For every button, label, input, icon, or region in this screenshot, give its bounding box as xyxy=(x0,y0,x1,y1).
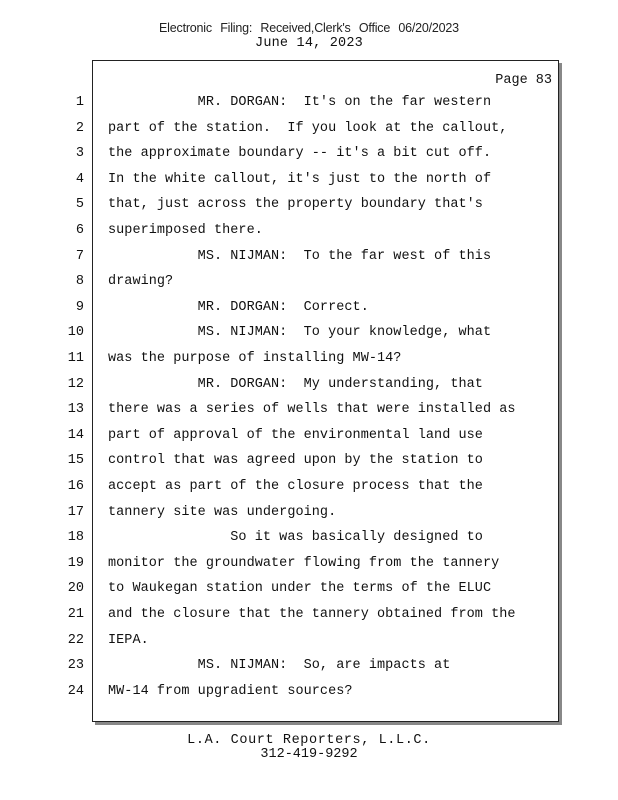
transcript-line: monitor the groundwater flowing from the tannery xyxy=(108,556,500,571)
line-number: 8 xyxy=(75,274,84,289)
transcript-line: part of the station. If you look at the callout, xyxy=(108,121,508,136)
line-number: 19 xyxy=(67,556,84,571)
transcript-line: drawing? xyxy=(108,274,174,289)
transcript-line: MS. NIJMAN: To your knowledge, what xyxy=(108,325,492,340)
transcript-line: MR. DORGAN: Correct. xyxy=(108,300,369,315)
transcript-line: MW-14 from upgradient sources? xyxy=(108,684,353,699)
transcript-line: superimposed there. xyxy=(108,223,263,238)
transcript-line: MS. NIJMAN: To the far west of this xyxy=(108,249,492,264)
line-number: 17 xyxy=(67,505,84,520)
line-number: 6 xyxy=(75,223,84,238)
reporter-firm: L.A. Court Reporters, L.L.C. xyxy=(187,733,431,748)
transcript-line: was the purpose of installing MW-14? xyxy=(108,351,402,366)
line-number: 15 xyxy=(67,453,84,468)
line-number: 24 xyxy=(67,684,84,699)
line-number: 23 xyxy=(67,658,84,673)
transcript-line: there was a series of wells that were installed as xyxy=(108,402,516,417)
transcript-line: MR. DORGAN: My understanding, that xyxy=(108,377,483,392)
line-number: 21 xyxy=(67,607,84,622)
transcript-line: IEPA. xyxy=(108,633,149,648)
line-number: 12 xyxy=(67,377,84,392)
transcript-line: to Waukegan station under the terms of the ELUC xyxy=(108,581,492,596)
line-number: 22 xyxy=(67,633,84,648)
transcript-line: and the closure that the tannery obtained from the xyxy=(108,607,516,622)
line-number: 20 xyxy=(67,581,84,596)
line-number: 9 xyxy=(75,300,84,315)
page-number: Page 83 xyxy=(495,73,552,88)
line-number: 13 xyxy=(67,402,84,417)
line-number: 16 xyxy=(67,479,84,494)
transcript-line: control that was agreed upon by the station to xyxy=(108,453,483,468)
reporter-phone: 312-419-9292 xyxy=(260,747,358,762)
transcript-line: So it was basically designed to xyxy=(108,530,483,545)
line-number: 5 xyxy=(75,197,84,212)
transcript-line: MS. NIJMAN: So, are impacts at xyxy=(108,658,451,673)
line-number: 18 xyxy=(67,530,84,545)
line-number: 7 xyxy=(75,249,84,264)
line-number: 14 xyxy=(67,428,84,443)
line-number: 1 xyxy=(75,95,84,110)
transcript-line: accept as part of the closure process that the xyxy=(108,479,483,494)
filing-stamp: Electronic Filing: Received,Clerk's Office 06/20/2023 xyxy=(159,21,459,35)
transcript-line: tannery site was undergoing. xyxy=(108,505,337,520)
line-number: 10 xyxy=(67,325,84,340)
transcript-line: that, just across the property boundary that's xyxy=(108,197,483,212)
transcript-date: June 14, 2023 xyxy=(255,36,363,51)
line-number: 2 xyxy=(75,121,84,136)
transcript-line: In the white callout, it's just to the north of xyxy=(108,172,492,187)
line-number: 11 xyxy=(67,351,84,366)
line-number: 3 xyxy=(75,146,84,161)
line-number: 4 xyxy=(75,172,84,187)
transcript-line: part of approval of the environmental land use xyxy=(108,428,483,443)
transcript-line: MR. DORGAN: It's on the far western xyxy=(108,95,492,110)
transcript-line: the approximate boundary -- it's a bit cut off. xyxy=(108,146,492,161)
